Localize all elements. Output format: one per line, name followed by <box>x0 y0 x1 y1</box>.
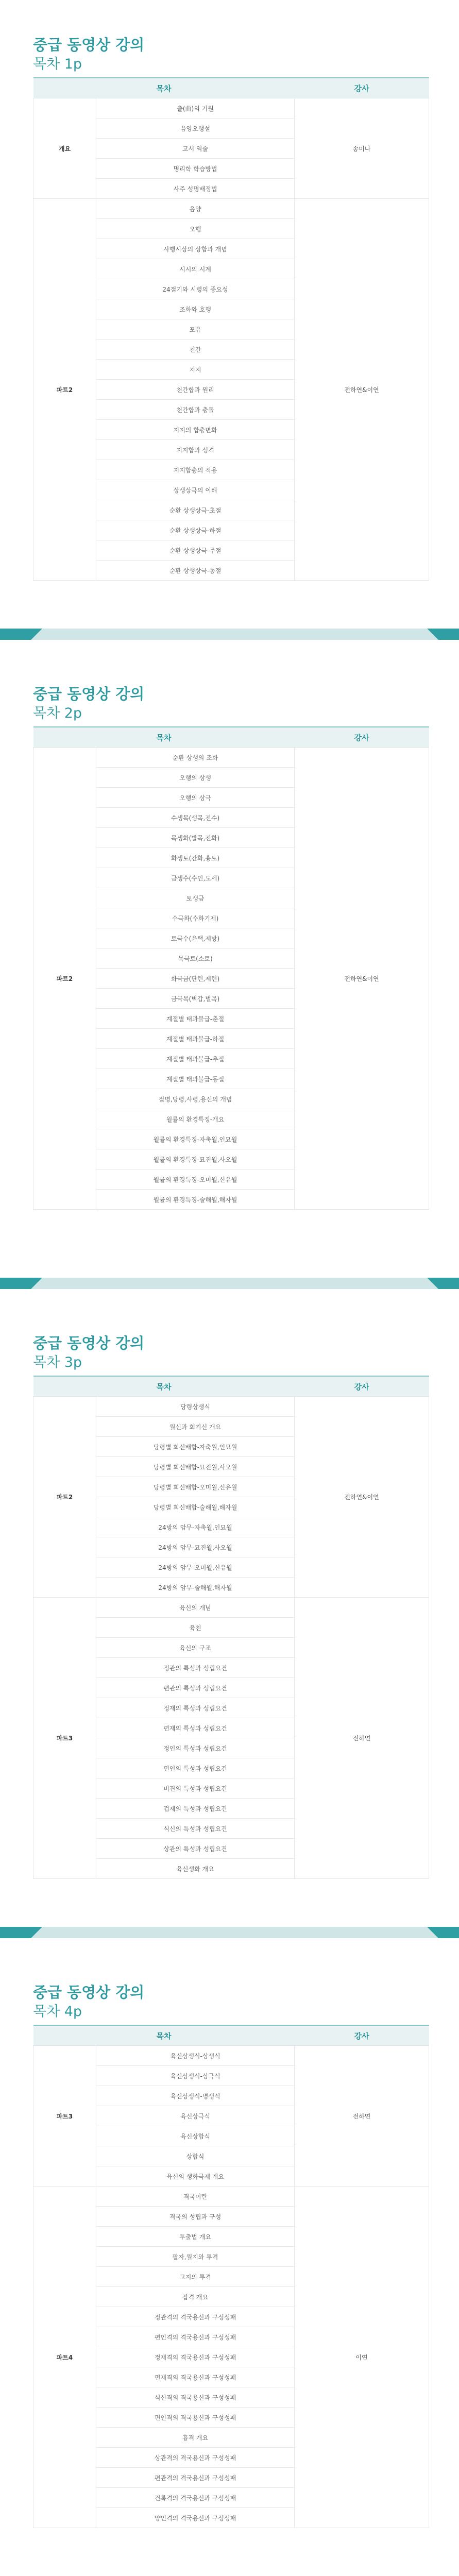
topic-cell: 팔자,월지와 투격 <box>96 2247 295 2267</box>
topic-cell: 육신의 구조 <box>96 1638 295 1658</box>
topic-cell: 상합식 <box>96 2146 295 2166</box>
topic-cell: 계절별 태과불급-추절 <box>96 1049 295 1069</box>
page-title: 중급 동영상 강의 <box>33 36 145 54</box>
topic-cell: 사행시상의 상합과 개념 <box>96 239 295 259</box>
topic-cell: 당령별 희신배합-자축월,인묘월 <box>96 1437 295 1457</box>
topic-cell: 금생수(수인,도세) <box>96 868 295 888</box>
topic-cell: 음양오행설 <box>96 118 295 139</box>
table-row <box>33 2187 429 2207</box>
topic-cell: 비견의 특성과 성립요건 <box>96 1778 295 1799</box>
chapter-cell: 파트2 <box>33 748 96 1210</box>
topic-cell: 육신상생식-상극식 <box>96 2066 295 2086</box>
page-divider-band <box>0 629 459 640</box>
topic-cell: 월률의 환경특징-묘진월,사오월 <box>96 1149 295 1170</box>
topic-cell: 24방의 암무-자축월,인묘월 <box>96 1517 295 1537</box>
topic-cell: 격국의 성립과 구성 <box>96 2207 295 2227</box>
topic-cell: 격국이란 <box>96 2187 295 2207</box>
topic-cell: 정관격의 격국용신과 구성성패 <box>96 2307 295 2327</box>
header-toc: 목차 <box>33 1376 295 1397</box>
topic-cell: 24방의 암무-오미월,신유월 <box>96 1557 295 1578</box>
topic-cell: 음양 <box>96 199 295 219</box>
page-title: 중급 동영상 강의 <box>33 1334 145 1352</box>
divider-accent-left <box>0 629 31 640</box>
topic-cell: 순환 상생상극-주절 <box>96 540 295 561</box>
instructor-cell: 전하연 <box>295 2046 429 2187</box>
topic-cell: 사주 성명배정법 <box>96 179 295 199</box>
topic-cell: 토생금 <box>96 888 295 908</box>
topic-cell: 화생토(간화,흉토) <box>96 848 295 868</box>
topic-cell: 순환 상생상극-초절 <box>96 500 295 520</box>
topic-cell: 수극화(수화기제) <box>96 908 295 928</box>
topic-cell: 천간 <box>96 340 295 360</box>
topic-cell: 육신상극식 <box>96 2106 295 2126</box>
topic-cell: 수생목(생목,전수) <box>96 808 295 828</box>
chapter-cell: 파트3 <box>33 2046 96 2187</box>
topic-cell: 당령별 희신배합-묘진월,사오월 <box>96 1457 295 1477</box>
topic-cell: 순환 상생상극-하절 <box>96 520 295 540</box>
instructor-cell: 이연 <box>295 2187 429 2528</box>
instructor-cell: 전하연&이연 <box>295 1397 429 1598</box>
page-title: 중급 동영상 강의 <box>33 1984 145 2001</box>
topic-cell: 상관의 특성과 성립요건 <box>96 1839 295 1859</box>
topic-cell: 24방의 암무-술해월,해자월 <box>96 1578 295 1598</box>
table-row <box>33 98 429 118</box>
topic-cell: 월률의 환경특징-오미월,신유월 <box>96 1170 295 1190</box>
page-subtitle: 목차 3p <box>33 1354 82 1370</box>
topic-cell: 정재의 특성과 성립요건 <box>96 1698 295 1718</box>
topic-cell: 지지의 합충변화 <box>96 420 295 440</box>
topic-cell: 계절별 태과불급-하절 <box>96 1029 295 1049</box>
instructor-cell: 송미나 <box>295 98 429 199</box>
topic-cell: 계절별 태과불급-춘절 <box>96 1009 295 1029</box>
table-header-row <box>33 78 429 98</box>
topic-cell: 편재의 특성과 성립요건 <box>96 1718 295 1738</box>
header-toc: 목차 <box>33 78 295 98</box>
chapter-cell: 파트2 <box>33 1397 96 1598</box>
topic-cell: 편재격의 격국용신과 구성성패 <box>96 2367 295 2387</box>
topic-cell: 정인의 특성과 성립요건 <box>96 1738 295 1758</box>
divider-notch-right <box>427 1278 438 1289</box>
topic-cell: 식신의 특성과 성립요건 <box>96 1819 295 1839</box>
topic-cell: 절명,당령,사령,용신의 개념 <box>96 1089 295 1109</box>
topic-cell: 조화와 호행 <box>96 299 295 319</box>
table-header-row <box>33 1376 429 1397</box>
topic-cell: 투출법 개요 <box>96 2227 295 2247</box>
topic-cell: 상생상극의 이해 <box>96 480 295 500</box>
topic-cell: 상관격의 격국용신과 구성성패 <box>96 2448 295 2468</box>
topic-cell: 토극수(윤택,제방) <box>96 928 295 948</box>
divider-notch-left <box>31 1927 42 1938</box>
header-instructor: 강사 <box>295 78 429 98</box>
topic-cell: 편인격의 격국용신과 구성성패 <box>96 2408 295 2428</box>
topic-cell: 포유 <box>96 319 295 340</box>
topic-cell: 육신생화 개요 <box>96 1859 295 1879</box>
page-title: 중급 동영상 강의 <box>33 685 145 703</box>
table-row <box>33 199 429 219</box>
topic-cell: 육신의 개념 <box>96 1598 295 1618</box>
topic-cell: 지지합과 성격 <box>96 440 295 460</box>
page-divider-band <box>0 1278 459 1289</box>
divider-accent-left <box>0 1927 31 1938</box>
instructor-cell: 전하연&이연 <box>295 748 429 1210</box>
topic-cell: 월률의 환경특징-개요 <box>96 1109 295 1129</box>
topic-cell: 계절별 태과불급-동절 <box>96 1069 295 1089</box>
topic-cell: 목생화(발목,전화) <box>96 828 295 848</box>
topic-cell: 당령상생식 <box>96 1397 295 1417</box>
table-header-row <box>33 727 429 748</box>
topic-cell: 금극목(벽갑,벌목) <box>96 989 295 1009</box>
topic-cell: 명리학 학습방법 <box>96 159 295 179</box>
instructor-cell: 전하연&이연 <box>295 199 429 581</box>
topic-cell: 천간합과 충돌 <box>96 400 295 420</box>
chapter-cell: 개요 <box>33 98 96 199</box>
topic-cell: 건록격의 격국용신과 구성성패 <box>96 2488 295 2508</box>
topic-cell: 24방의 암무-묘진월,사오월 <box>96 1537 295 1557</box>
toc-page <box>0 1298 459 1947</box>
topic-cell: 순환 상생의 조화 <box>96 748 295 768</box>
topic-cell: 월률의 환경특징-술해월,해자월 <box>96 1190 295 1210</box>
divider-notch-right <box>427 629 438 640</box>
chapter-cell: 파트3 <box>33 1598 96 1879</box>
page-subtitle: 목차 4p <box>33 2004 82 2020</box>
divider-notch-right <box>427 1927 438 1938</box>
topic-cell: 양인격의 격국용신과 구성성패 <box>96 2508 295 2528</box>
topic-cell: 정관의 특성과 성립요건 <box>96 1658 295 1678</box>
topic-cell: 편관격의 격국용신과 구성성패 <box>96 2468 295 2488</box>
topic-cell: 시시의 시계 <box>96 259 295 279</box>
toc-page <box>0 649 459 1298</box>
topic-cell: 천간합과 원리 <box>96 380 295 400</box>
topic-cell: 목극토(소토) <box>96 948 295 969</box>
topic-cell: 오행의 상생 <box>96 768 295 788</box>
topic-cell: 흉격 개요 <box>96 2428 295 2448</box>
topic-cell: 육친 <box>96 1618 295 1638</box>
table-row <box>33 1598 429 1618</box>
topic-cell: 화극금(단련,제련) <box>96 969 295 989</box>
header-instructor: 강사 <box>295 1376 429 1397</box>
topic-cell: 월률의 환경특징-자축월,인묘월 <box>96 1129 295 1149</box>
topic-cell: 정재격의 격국용신과 구성성패 <box>96 2347 295 2367</box>
divider-accent-right <box>438 629 459 640</box>
topic-cell: 지지 <box>96 360 295 380</box>
topic-cell: 편인의 특성과 성립요건 <box>96 1758 295 1778</box>
topic-cell: 육신의 생화극제 개요 <box>96 2166 295 2187</box>
topic-cell: 지지합충의 적용 <box>96 460 295 480</box>
topic-cell: 육신상생식-상생식 <box>96 2046 295 2066</box>
topic-cell: 육신상합식 <box>96 2126 295 2146</box>
divider-accent-right <box>438 1927 459 1938</box>
topic-cell: 당령별 희신배합-술해월,해자월 <box>96 1497 295 1517</box>
page-subtitle: 목차 1p <box>33 56 82 72</box>
page-divider-band <box>0 1927 459 1938</box>
header-toc: 목차 <box>33 2025 295 2046</box>
topic-cell: 24절기와 시령의 중요성 <box>96 279 295 299</box>
header-instructor: 강사 <box>295 727 429 748</box>
topic-cell: 오행의 상극 <box>96 788 295 808</box>
toc-table <box>33 726 429 1210</box>
topic-cell: 잡격 개요 <box>96 2287 295 2307</box>
toc-page <box>0 0 459 649</box>
divider-accent-right <box>438 1278 459 1289</box>
topic-cell: 고서 역술 <box>96 139 295 159</box>
chapter-cell: 파트2 <box>33 199 96 581</box>
chapter-cell: 파트4 <box>33 2187 96 2528</box>
table-row <box>33 1397 429 1417</box>
header-instructor: 강사 <box>295 2025 429 2046</box>
divider-accent-left <box>0 1278 31 1289</box>
topic-cell: 월신과 회기신 개요 <box>96 1417 295 1437</box>
divider-notch-left <box>31 629 42 640</box>
table-header-row <box>33 2025 429 2046</box>
table-row <box>33 2046 429 2066</box>
instructor-cell: 전하연 <box>295 1598 429 1879</box>
topic-cell: 식신격의 격국용신과 구성성패 <box>96 2387 295 2408</box>
topic-cell: 겁재의 특성과 성립요건 <box>96 1799 295 1819</box>
topic-cell: 당령별 희신배합-오미월,신유월 <box>96 1477 295 1497</box>
table-row <box>33 748 429 768</box>
toc-table <box>33 2025 429 2528</box>
topic-cell: 편인격의 격국용신과 구성성패 <box>96 2327 295 2347</box>
page-subtitle: 목차 2p <box>33 705 82 721</box>
toc-table <box>33 1376 429 1879</box>
topic-cell: 편관의 특성과 성립요건 <box>96 1678 295 1698</box>
topic-cell: 고지의 투격 <box>96 2267 295 2287</box>
topic-cell: 출(曲)의 기원 <box>96 98 295 118</box>
topic-cell: 순환 상생상극-동절 <box>96 561 295 581</box>
toc-table <box>33 77 429 581</box>
topic-cell: 오행 <box>96 219 295 239</box>
toc-page <box>0 1947 459 2576</box>
divider-notch-left <box>31 1278 42 1289</box>
header-toc: 목차 <box>33 727 295 748</box>
topic-cell: 육신상생식-병생식 <box>96 2086 295 2106</box>
